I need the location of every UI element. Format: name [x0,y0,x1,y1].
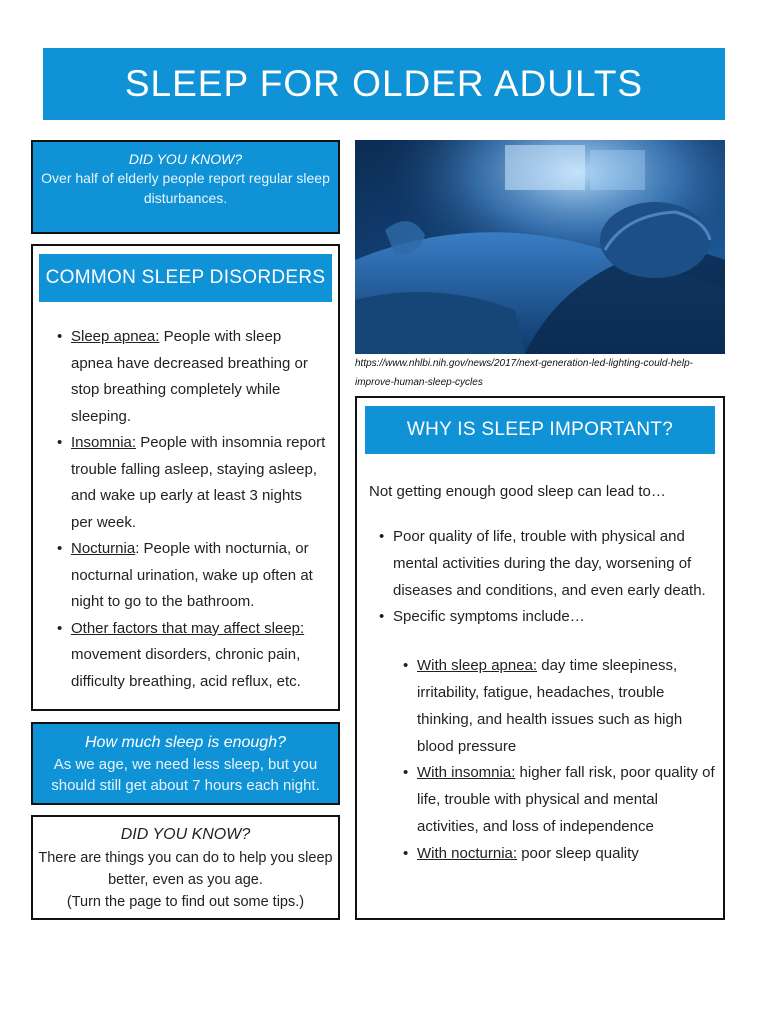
sleep-disorders-list [39,324,332,695]
item-text: People with insomnia report trouble falling asleep, staying asleep, and wake up early at least 3 nights per week. [71,434,326,531]
item-text: Poor quality of life, trouble with physical and mental activities during the day, worsening of diseases and conditions, and even early death. [393,528,706,599]
sleeping-man-illustration [355,140,725,354]
why-sleep-heading-text: WHY IS SLEEP IMPORTANT? [406,419,674,440]
bullet-icon: • [379,608,385,626]
term-label: With insomnia: [417,764,516,782]
list-item-quality-of-life [375,524,715,604]
sub-item-nocturnia [399,841,715,868]
term-label: Other factors that may affect sleep: [71,619,305,637]
why-sleep-heading [365,406,715,454]
sleeping-man-photo [355,140,725,354]
item-text: day time sleepiness, irritability, fatigue, headaches, trouble thinking, and health issues such as high blood pressure [417,657,683,755]
item-text: higher fall risk, poor quality of life, trouble with physical and mental activities, and loss of independence [417,764,715,835]
photo-caption: https://www.nhlbi.nih.gov/news/2017/next-generation-led-lighting-could-help-improve-human-sleep-cycles [355,358,693,388]
list-item-other-factors [53,616,326,696]
did-you-know-tips-heading: DID YOU KNOW? [120,826,251,843]
item-text: People with sleep apnea have decreased breathing or stop breathing completely while sleeping. [71,328,308,425]
page-title: SLEEP FOR OLDER ADULTS [124,63,644,104]
why-sleep-list [365,524,715,868]
did-you-know-heading: DID YOU KNOW? [128,151,243,167]
bullet-icon: • [57,434,63,451]
item-text: Specific symptoms include… [393,608,585,626]
did-you-know-tips-box [31,815,340,920]
list-item-nocturnia [53,536,326,616]
term-label: With nocturnia: [417,844,518,862]
list-item-sleep-apnea [53,324,326,430]
bullet-icon: • [403,764,409,782]
why-sleep-intro: Not getting enough good sleep can lead to… [369,483,666,500]
did-you-know-tips-text: There are things you can do to help you sleep better, even as you age. [38,850,333,888]
item-text: poor sleep quality [517,844,639,862]
term-label: Sleep apnea: [71,328,160,345]
did-you-know-tips-note: (Turn the page to find out some tips.) [66,894,305,910]
sleep-disorders-heading-text: COMMON SLEEP DISORDERS [45,267,326,288]
bullet-icon: • [379,528,385,545]
list-item-specific-symptoms [375,604,715,867]
sub-item-sleep-apnea [399,653,715,760]
bullet-icon: • [403,657,409,675]
sleep-disorders-heading [39,254,332,302]
bullet-icon: • [57,619,63,637]
bullet-icon: • [403,844,409,862]
how-much-sleep-box [31,722,340,805]
item-text: movement disorders, chronic pain, difficulty breathing, acid reflux, etc. [71,646,301,690]
did-you-know-text: Over half of elderly people report regular sleep disturbances. [41,170,330,206]
sleep-disorders-section [31,244,340,711]
sub-item-insomnia [399,760,715,840]
term-label: With sleep apnea: [417,657,538,675]
symptoms-sublist [393,653,715,867]
how-much-sleep-heading: How much sleep is enough? [84,734,286,751]
how-much-sleep-text: As we age, we need less sleep, but you should still get about 7 hours each night. [51,756,320,794]
bullet-icon: • [57,328,63,345]
term-label: Insomnia: [71,434,137,451]
did-you-know-box [31,140,340,234]
list-item-insomnia [53,430,326,536]
why-sleep-important-section [355,396,725,920]
bullet-icon: • [57,540,63,557]
page-title-banner [43,48,725,120]
term-label: Nocturnia [71,540,136,557]
item-text: : People with nocturnia, or nocturnal urination, wake up often at night to go to the bathroom. [71,540,313,610]
